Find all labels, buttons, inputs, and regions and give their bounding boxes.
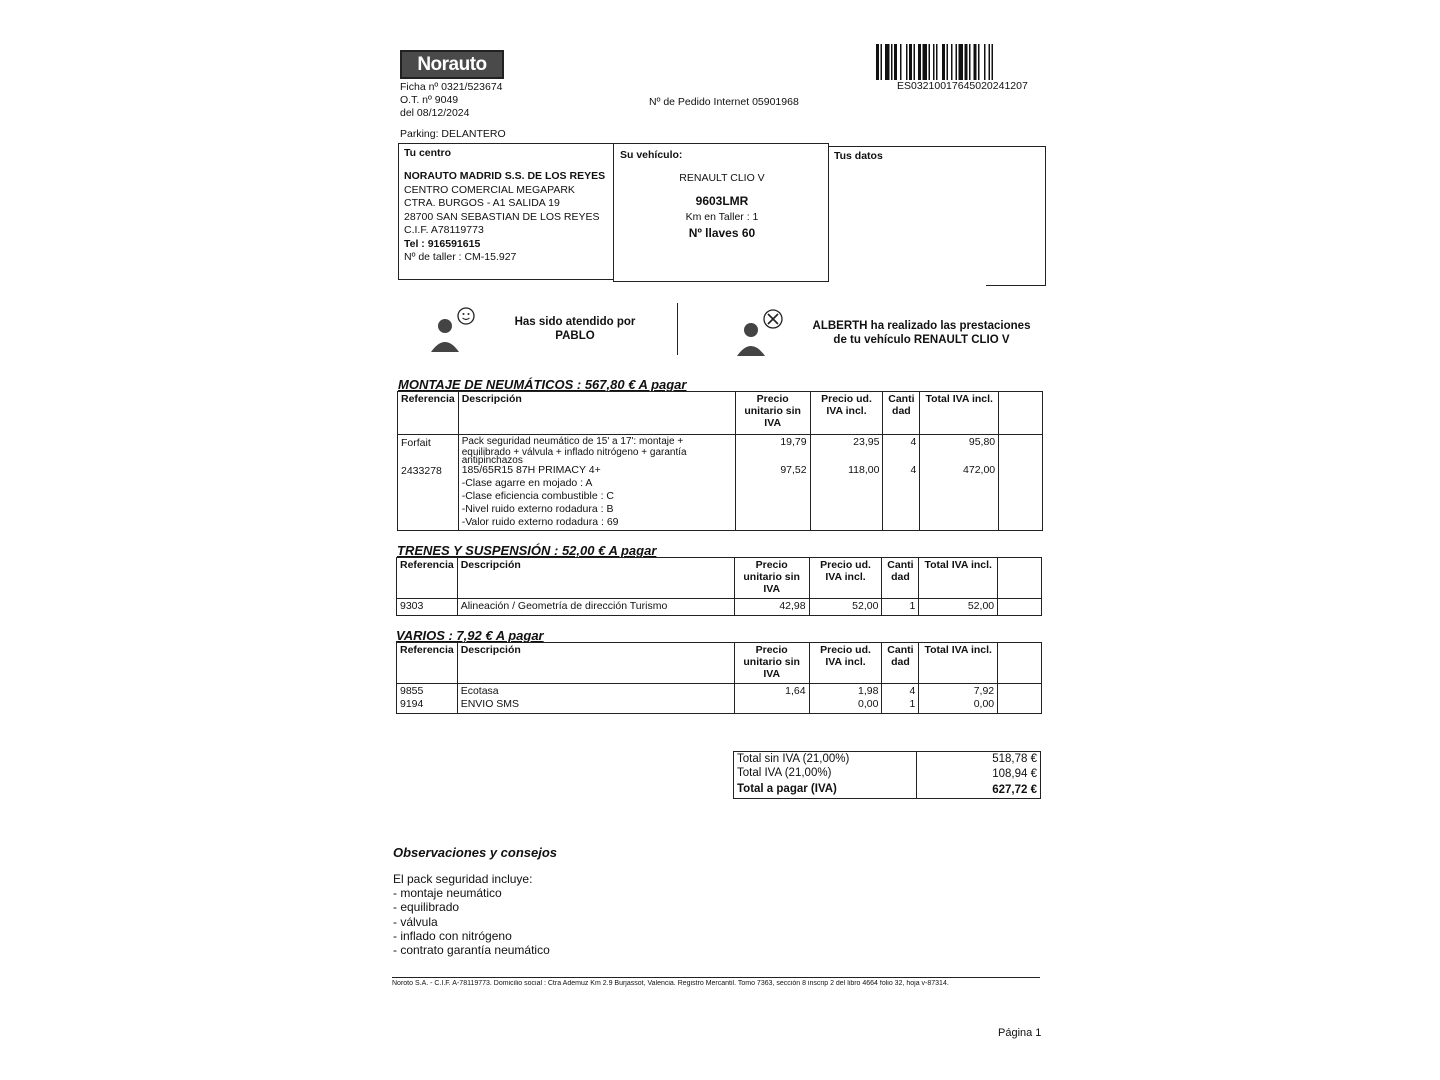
pu-value: 1,64 — [785, 685, 806, 697]
ref-value: 9194 — [400, 698, 424, 710]
footer-legal: Noroto S.A. - C.I.F. A-78119773. Domicilio social : Ctra Ademuz Km 2.9 Burjassot, Valencia. Registro Mercantil. Tomo 7363, sección 8 inscrip 2 del libro 4664 folio 32, hoja v-87314. — [392, 980, 949, 987]
atencion-divider — [677, 303, 678, 355]
col-header-total: Total IVA incl. — [919, 558, 998, 599]
centro-line: CENTRO COMERCIAL MEGAPARK — [404, 183, 575, 196]
centro-line: CTRA. BURGOS - A1 SALIDA 19 — [404, 197, 560, 209]
mechanic-person-icon — [734, 308, 784, 356]
page-number: Página 1 — [998, 1027, 1042, 1039]
col-header-empty — [998, 643, 1042, 684]
vehiculo-llaves: Nº llaves 60 — [688, 226, 756, 240]
total-value: 7,92 — [973, 685, 995, 697]
cell-pu — [735, 435, 810, 531]
cant-value: 4 — [909, 685, 916, 697]
advisor-text — [500, 315, 650, 343]
desc-line: -Clase agarre en mojado : A — [461, 477, 593, 489]
totals-label: Total a pagar (IVA) — [734, 782, 917, 799]
cell-pu — [734, 684, 809, 714]
vehiculo-title: Su vehículo: — [620, 149, 683, 161]
centro-line: C.I.F. A78119773 — [404, 224, 484, 236]
col-header-empty — [999, 392, 1043, 435]
table-row — [398, 435, 1043, 531]
col-header-piva: Precio ud. IVA incl. — [809, 643, 882, 684]
col-header-pu: Precio unitario sin IVA — [734, 558, 809, 599]
vehiculo-km: Km en Taller : 1 — [685, 211, 759, 223]
col-header-pu: Precio unitario sin IVA — [734, 643, 809, 684]
section-title-montaje: MONTAJE DE NEUMÁTICOS : 567,80 € A pagar — [398, 377, 687, 392]
cell-ref — [397, 684, 458, 714]
desc-line: ENVIO SMS — [460, 698, 520, 710]
barcode-number: ES03210017645020241207 — [897, 80, 1028, 92]
totals-label: Total IVA (21,00%) — [734, 767, 917, 782]
ref-value: 9855 — [400, 685, 424, 697]
desc-line: -Valor ruido externo rodadura : 69 — [461, 516, 619, 528]
col-header-cant: Cantidad — [882, 558, 919, 599]
ficha-number: Ficha nº 0321/523674 — [400, 81, 503, 93]
table-row — [397, 684, 1042, 714]
datos-bottom-rule — [986, 285, 1046, 286]
pu-value: 97,52 — [780, 464, 807, 476]
col-header-total: Total IVA incl. — [919, 643, 998, 684]
pu-value: 19,79 — [780, 436, 807, 448]
advisor-name: PABLO — [555, 330, 595, 342]
ref-value: Forfait — [401, 437, 431, 449]
piva-value: 1,98 — [858, 685, 879, 697]
col-header-piva: Precio ud. IVA incl. — [810, 392, 883, 435]
table-header-row — [397, 643, 1042, 684]
section-title-trenes: TRENES Y SUSPENSIÓN : 52,00 € A pagar — [397, 543, 657, 558]
centro-box — [398, 143, 614, 280]
total-value: 472,00 — [963, 464, 996, 476]
col-header-piva: Precio ud. IVA incl. — [809, 558, 882, 599]
pedido-number: Nº de Pedido Internet 05901968 — [649, 96, 799, 108]
items-table-montaje — [397, 391, 1043, 531]
cell-total: 52,00 — [919, 599, 998, 616]
col-header-pu: Precio unitario sin IVA — [735, 392, 810, 435]
col-header-desc: Descripción — [458, 392, 735, 435]
observaciones-title: Observaciones y consejos — [393, 845, 558, 860]
cell-empty — [999, 435, 1043, 531]
centro-title: Tu centro — [404, 147, 452, 159]
vehiculo-box — [613, 143, 829, 282]
col-header-cant: Cantidad — [882, 643, 919, 684]
col-header-total: Total IVA incl. — [920, 392, 999, 435]
desc-line: equilibrado + válvula + inflado nitrógeno + garantía — [461, 447, 687, 458]
cell-cant — [882, 684, 919, 714]
totals-row — [734, 752, 1041, 768]
desc-line: -Clase eficiencia combustible : C — [461, 490, 615, 502]
desc-line: 185/65R15 87H PRIMACY 4+ — [461, 464, 601, 476]
cell-piva — [810, 435, 883, 531]
col-header-desc: Descripción — [457, 558, 734, 599]
footer-rule — [392, 977, 1040, 978]
centro-name: NORAUTO MADRID S.S. DE LOS REYES — [404, 170, 606, 182]
totals-value: 518,78 € — [917, 752, 1041, 768]
norauto-logo: Norauto — [400, 50, 504, 79]
cell-cant: 1 — [882, 599, 919, 616]
desc-line: Pack seguridad neumático de 15' a 17': montaje + — [461, 436, 684, 447]
cell-total — [919, 684, 998, 714]
advisor-person-icon — [428, 306, 476, 354]
datos-title: Tus datos — [834, 150, 883, 162]
col-header-cant: Cantidad — [883, 392, 920, 435]
parking: Parking: DELANTERO — [400, 128, 506, 140]
observaciones-line: - equilibrado — [393, 900, 460, 915]
cell-empty — [998, 599, 1042, 616]
items-table-trenes — [396, 557, 1042, 616]
centro-phone: Tel : 916591615 — [404, 237, 481, 250]
centro-taller: Nº de taller : CM-15.927 — [404, 251, 517, 263]
totals-row-grand — [734, 782, 1041, 799]
piva-value: 0,00 — [858, 698, 879, 710]
advisor-label: Has sido atendido por — [514, 316, 636, 328]
cell-ref — [398, 435, 459, 531]
totals-value: 627,72 € — [917, 782, 1041, 799]
ref-value: 2433278 — [401, 465, 442, 477]
desc-line: antipinchazos — [461, 455, 523, 466]
observaciones-list — [393, 872, 550, 957]
totals-value: 108,94 € — [917, 767, 1041, 782]
col-header-ref: Referencia — [397, 643, 458, 684]
cell-desc — [457, 684, 734, 714]
totals-row — [734, 767, 1041, 782]
items-table-varios — [396, 642, 1042, 714]
section-title-varios: VARIOS : 7,92 € A pagar — [396, 628, 544, 643]
observaciones-line: - montaje neumático — [393, 886, 502, 901]
observaciones-line: - contrato garantía neumático — [393, 943, 550, 958]
cell-pu: 42,98 — [734, 599, 809, 616]
totals-table — [733, 751, 1041, 799]
table-header-row — [397, 558, 1042, 599]
cell-cant — [883, 435, 920, 531]
observaciones-line: - inflado con nitrógeno — [393, 928, 512, 943]
cell-piva: 52,00 — [809, 599, 882, 616]
cell-empty — [998, 684, 1042, 714]
centro-details — [404, 170, 605, 265]
invoice-date: del 08/12/2024 — [400, 107, 470, 119]
cell-desc: Alineación / Geometría de dirección Turismo — [457, 599, 734, 616]
mechanic-text — [800, 319, 1043, 347]
cell-desc — [458, 435, 735, 531]
col-header-desc: Descripción — [457, 643, 734, 684]
vehiculo-plate: 9603LMR — [695, 194, 749, 208]
pu-value — [738, 698, 806, 711]
col-header-empty — [998, 558, 1042, 599]
vehiculo-model: RENAULT CLIO V — [679, 172, 765, 184]
piva-value: 23,95 — [853, 436, 880, 448]
desc-line: -Nivel ruido externo rodadura : B — [461, 503, 614, 515]
ot-number: O.T. nº 9049 — [400, 94, 459, 106]
barcode-graphic — [876, 44, 1046, 80]
cant-value: 1 — [909, 698, 916, 710]
totals-label: Total sin IVA (21,00%) — [734, 752, 917, 768]
centro-line: 28700 SAN SEBASTIAN DE LOS REYES — [404, 210, 600, 223]
observaciones-line: - válvula — [393, 914, 438, 929]
observaciones-line: El pack seguridad incluye: — [393, 872, 533, 886]
cell-piva — [809, 684, 882, 714]
table-header-row — [398, 392, 1043, 435]
cant-value: 4 — [910, 436, 917, 448]
col-header-ref: Referencia — [398, 392, 459, 435]
total-value: 95,80 — [968, 436, 996, 448]
col-header-ref: Referencia — [397, 558, 458, 599]
cell-ref: 9303 — [397, 599, 458, 616]
mechanic-line-1: ALBERTH ha realizado las prestaciones — [812, 320, 1031, 332]
datos-box — [828, 146, 1046, 286]
piva-value: 118,00 — [848, 464, 880, 476]
mechanic-line-2: de tu vehículo RENAULT CLIO V — [833, 334, 1010, 346]
cell-total — [920, 435, 999, 531]
total-value: 0,00 — [973, 698, 995, 710]
cant-value: 4 — [910, 464, 917, 476]
desc-line: Ecotasa — [460, 685, 499, 697]
table-row — [397, 599, 1042, 616]
